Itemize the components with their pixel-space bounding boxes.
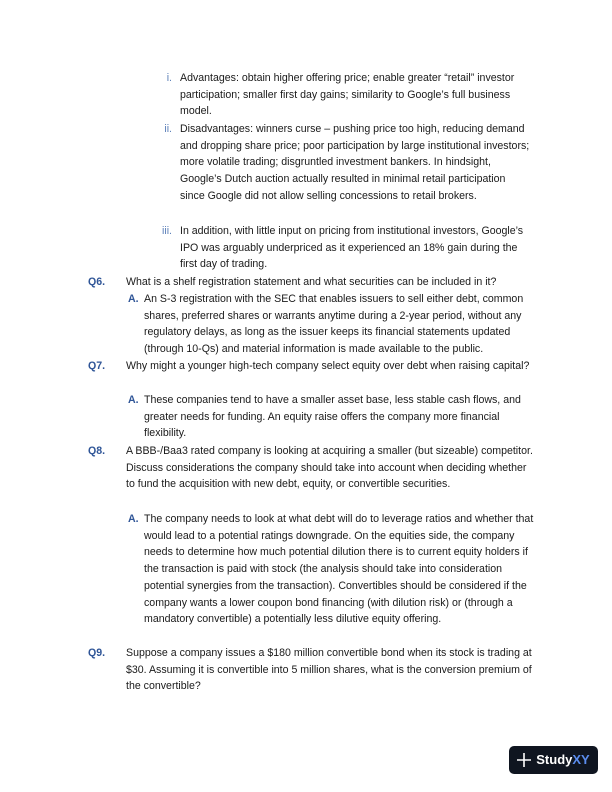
roman-text: In addition, with little input on pricing from institutional investors, Google’s IPO was arguably underpriced as it experienced an 18% gain during the first day of trading.	[180, 225, 524, 271]
plus-sparkle-icon	[517, 753, 531, 767]
roman-numeral: iii.	[161, 225, 172, 237]
logo-text-xy: XY	[572, 751, 590, 767]
roman-text: Disadvantages: winners curse – pushing price too high, reducing demand and dropping share price; poor participation by large institutional investors; more volatile trading; disgruntled investment bankers. In hindsight, Google’s Dutch auction actually resulted in minimal retail participation since Google did not allow selling concessions to retail brokers.	[180, 123, 530, 202]
answer-text: An S-3 registration with the SEC that enables issuers to sell either debt, common shares, preferred shares or warrants anytime during a 2-year period, without any regulatory delays, as long as the issuer keeps its financial statements updated (through 10-Qs) and material information is made available to the public.	[144, 293, 524, 356]
answer-text: The company needs to look at what debt will do to leverage ratios and whether that would lead to a potential ratings downgrade. On the equities side, the company needs to determine how much potential dilution there is to current equity holders if the transaction is paid with stock (the analysis should take into consideration potential synergies from the transaction). Convertibles should be considered if the company wants a lower coupon bond financing (with dilution risk) or (through a mandatory convertible) a potentially less dilutive equity offering.	[144, 513, 534, 626]
question-text: Why might a younger high-tech company select equity over debt when raising capital?	[126, 360, 530, 372]
logo-text-study: Study	[536, 751, 573, 767]
answer-label: A.	[128, 394, 139, 406]
answer-text: These companies tend to have a smaller asset base, less stable cash flows, and greater needs for funding. An equity raise offers the company more financial flexibility.	[144, 394, 521, 440]
question-text: Suppose a company issues a $180 million convertible bond when its stock is trading at $30. Assuming it is convertible into 5 million shares, what is the conversion premium of the convertible?	[126, 647, 532, 693]
roman-text: Advantages: obtain higher offering price; enable greater “retail” investor participation; smaller first day gains; similarity to Google’s full business model.	[180, 72, 515, 118]
roman-numeral: i.	[166, 72, 172, 84]
question-number: Q6.	[88, 276, 106, 288]
studyxy-logo	[509, 746, 598, 774]
question-number: Q8.	[88, 445, 106, 457]
question-text: What is a shelf registration statement and what securities can be included in it?	[126, 276, 497, 288]
question-number: Q7.	[88, 360, 106, 372]
answer-label: A.	[128, 293, 139, 305]
question-number: Q9.	[88, 647, 106, 659]
answer-label: A.	[128, 513, 139, 525]
question-text: A BBB-/Baa3 rated company is looking at acquiring a smaller (but sizeable) competitor. Discuss considerations the company should take into account when deciding whether to fund the acquisition with new debt, equity, or convertible securities.	[126, 445, 533, 491]
roman-numeral: ii.	[164, 123, 172, 135]
